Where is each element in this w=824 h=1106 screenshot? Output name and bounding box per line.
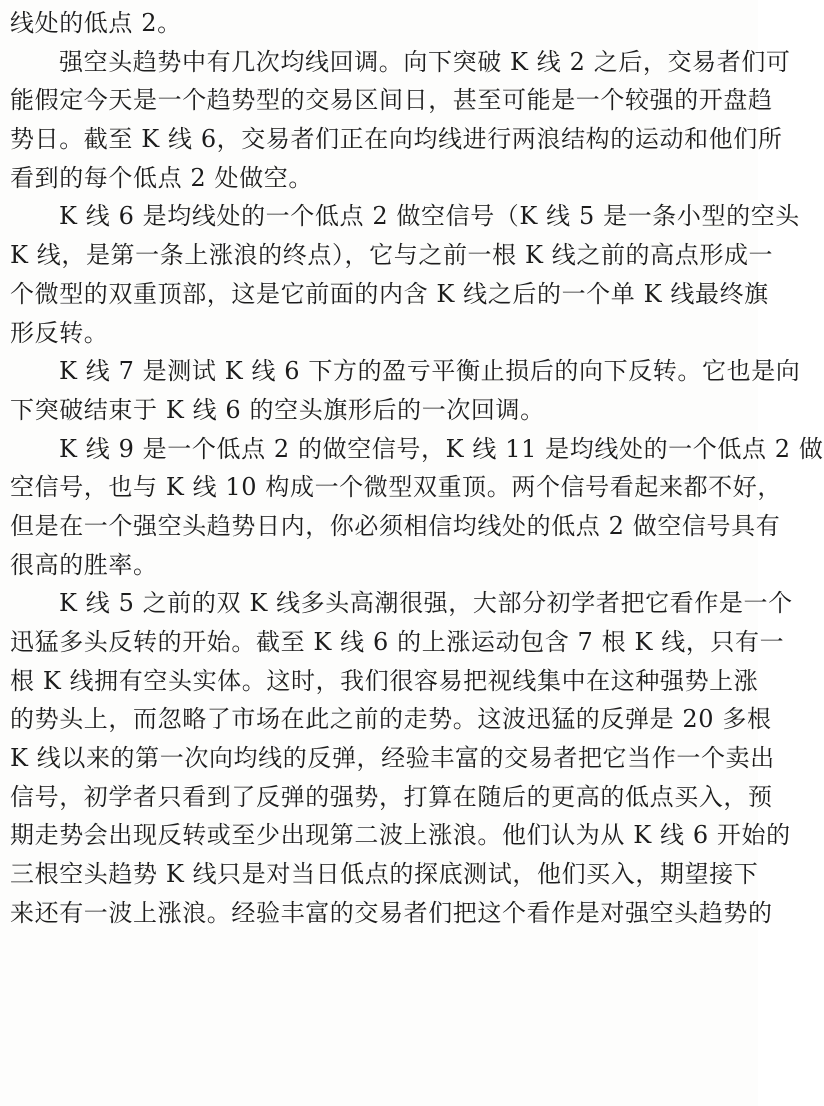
text-line: 个微型的双重顶部，这是它前面的内含 K 线之后的一个单 K 线最终旗: [10, 279, 769, 308]
text-line: 线处的低点 2。: [10, 9, 182, 37]
text-line: 空信号，也与 K 线 10 构成一个微型双重顶。两个信号看起来都不好，: [10, 473, 782, 502]
text-line: K 线 7 是测试 K 线 6 下方的盈亏平衡止损后的向下反转。它也是向: [59, 357, 801, 386]
text-line: 迅猛多头反转的开始。截至 K 线 6 的上涨运动包含 7 根 K 线，只有一: [10, 628, 785, 656]
text-line: 信号，初学者只看到了反弹的强势，打算在随后的更高的低点买入，预: [10, 782, 773, 811]
text-line: K 线 6 是均线处的一个低点 2 做空信号（K 线 5 是一条小型的空头: [59, 202, 800, 231]
text-line: K 线 9 是一个低点 2 的做空信号，K 线 11 是均线处的一个低点 2 做: [59, 434, 824, 463]
text-line: 很高的胜率。: [10, 550, 158, 579]
text-line: 能假定今天是一个趋势型的交易区间日，甚至可能是一个较强的开盘趋: [10, 86, 773, 115]
text-line: 的势头上，而忽略了市场在此之前的走势。这波迅猛的反弹是 20 多根: [10, 705, 772, 734]
text-line: 但是在一个强空头趋势日内，你必须相信均线处的低点 2 做空信号具有: [10, 511, 781, 540]
text-line: 三根空头趋势 K 线只是对当日低点的探底测试，他们买入，期望接下: [10, 860, 759, 889]
text-line: 下突破结束于 K 线 6 的空头旗形后的一次回调。: [10, 395, 545, 424]
text-line: K 线以来的第一次向均线的反弹，经验丰富的交易者把它当作一个卖出: [10, 744, 775, 773]
text-line: K 线，是第一条上涨浪的终点），它与之前一根 K 线之前的高点形成一: [10, 241, 774, 270]
text-line: 势日。截至 K 线 6，交易者们正在向均线进行两浪结构的运动和他们所: [10, 125, 783, 154]
text-line: K 线 5 之前的双 K 线多头高潮很强，大部分初学者把它看作是一个: [59, 589, 793, 618]
text-line: 根 K 线拥有空头实体。这时，我们很容易把视线集中在这种强势上涨: [10, 666, 759, 695]
text-line: 强空头趋势中有几次均线回调。向下突破 K 线 2 之后，交易者们可: [59, 47, 791, 76]
text-line: 形反转。: [10, 318, 109, 347]
text-line: 看到的每个低点 2 处做空。: [10, 163, 313, 192]
text-line: 来还有一波上涨浪。经验丰富的交易者们把这个看作是对强空头趋势的: [10, 898, 773, 927]
text-line: 期走势会出现反转或至少出现第二波上涨浪。他们认为从 K 线 6 开始的: [10, 821, 791, 850]
document-body: [10, 4, 824, 933]
